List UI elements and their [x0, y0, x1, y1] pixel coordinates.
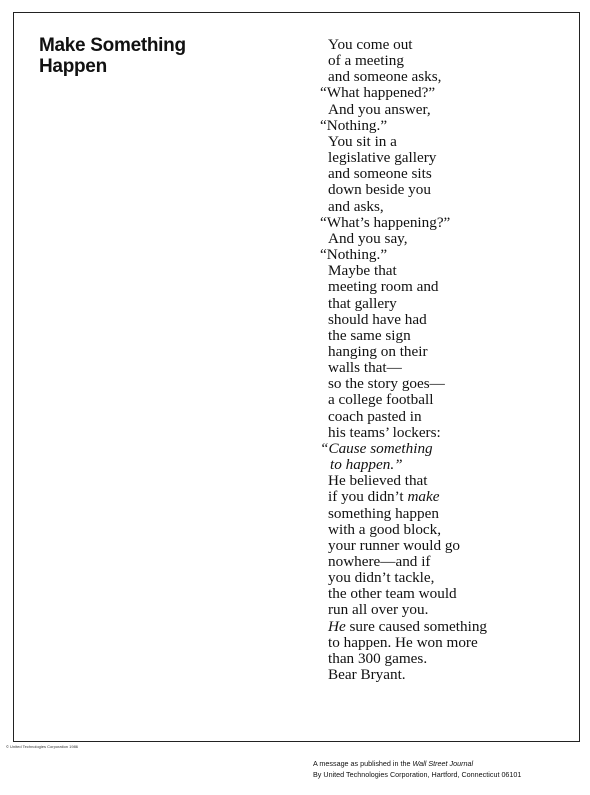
publication-name: Wall Street Journal: [412, 759, 474, 768]
poem-line: and asks,: [328, 197, 384, 215]
headline-line: Happen: [39, 56, 107, 77]
poem-line: something happen: [328, 504, 439, 522]
poem-line: You come out: [328, 36, 413, 53]
poem-line: Maybe that: [328, 262, 397, 280]
poem-line: “Nothing.”: [320, 246, 388, 264]
poem-text: if you didn’t: [328, 488, 408, 506]
copyright-notice: © United Technologies Corporation 1986: [6, 744, 79, 749]
poem-text: sure caused something: [345, 617, 488, 635]
publication-credit: [313, 758, 521, 780]
poem-line: a college football: [328, 391, 434, 409]
poem-line: [313, 619, 487, 635]
headline-line: Make Something: [39, 35, 186, 56]
poem-line: hanging on their: [328, 342, 428, 360]
poem-line: your runner would go: [328, 536, 461, 554]
poem-line: you didn’t tackle,: [328, 569, 435, 587]
italic-quote: “Cause something: [320, 439, 433, 457]
headline: [39, 35, 186, 77]
poem-line-italic: [313, 457, 487, 473]
poem-line-italic: [313, 441, 487, 457]
poem-line: and someone sits: [328, 165, 432, 183]
poem-line: “What’s happening?”: [320, 213, 451, 231]
poem-line: He believed that: [328, 472, 428, 490]
poem-line: coach pasted in: [328, 407, 422, 425]
poem-line: And you answer,: [328, 100, 431, 118]
italic-quote: to happen.”: [330, 456, 403, 474]
credit-line: By United Technologies Corporation, Hartford, Connecticut 06101: [313, 770, 522, 779]
poem-line: [313, 489, 487, 505]
poem-line: “What happened?”: [320, 84, 436, 102]
poem-line: down beside you: [328, 181, 431, 199]
poem-line: nowhere—and if: [328, 553, 431, 570]
poem-line: with a good block,: [328, 520, 442, 538]
poem-line: “Nothing.”: [320, 116, 388, 134]
poem-line: that gallery: [328, 294, 397, 312]
emphasis-word: make: [407, 488, 440, 506]
poem-line: so the story goes—: [328, 375, 445, 393]
poem-line: the same sign: [328, 326, 411, 344]
credit-line: [313, 758, 521, 769]
poem-line: than 300 games.: [328, 649, 428, 667]
poem-line: should have had: [328, 310, 427, 328]
emphasis-word: He: [328, 617, 346, 635]
poem-line: to happen. He won more: [328, 633, 478, 651]
poem-line: meeting room and: [328, 278, 439, 296]
poem-line: walls that—: [328, 359, 402, 377]
poem-line: his teams’ lockers:: [328, 423, 441, 441]
poem-line: of a meeting: [328, 52, 404, 70]
poem-line: And you say,: [328, 229, 408, 247]
poem-line: legislative gallery: [328, 149, 437, 167]
poem-line: run all over you.: [328, 601, 429, 619]
page-border: [13, 12, 580, 742]
poem-line: You sit in a: [328, 132, 397, 150]
poem-line: and someone asks,: [328, 68, 442, 86]
body-copy: [313, 37, 487, 683]
credit-prefix: A message as published in the: [313, 759, 413, 768]
poem-line: Bear Bryant.: [328, 666, 406, 684]
poem-line: the other team would: [328, 585, 457, 603]
